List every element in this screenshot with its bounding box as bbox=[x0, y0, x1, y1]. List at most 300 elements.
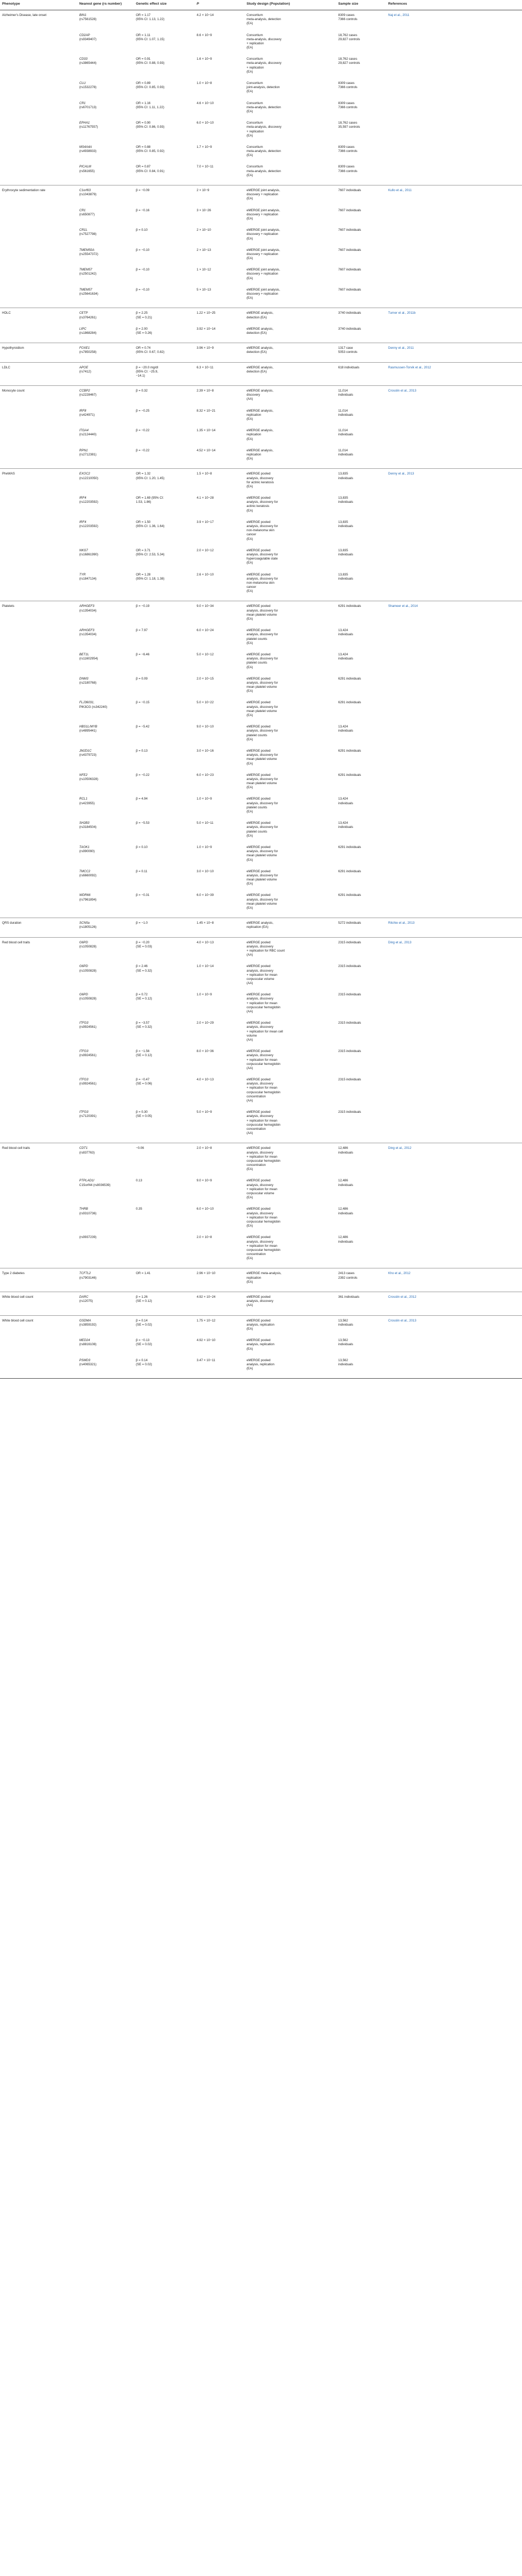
effect-cell bbox=[134, 493, 195, 517]
sample-cell bbox=[336, 343, 386, 362]
gene-name: FLJ36031, bbox=[79, 701, 95, 705]
sample-cell bbox=[336, 446, 386, 469]
gene-name: TMEM57 bbox=[79, 268, 93, 272]
gene-name: IRF8 bbox=[79, 409, 86, 413]
design-cell bbox=[245, 324, 336, 343]
p-value: 4.1 × 10−28 bbox=[197, 496, 214, 500]
reference-link: Crosslin et al., 2012 bbox=[388, 1295, 416, 1299]
sample-cell bbox=[336, 118, 386, 142]
study-design-line: eMERGE joint analysis, bbox=[247, 268, 280, 272]
reference-cell bbox=[386, 1204, 522, 1232]
study-design-line: replication bbox=[247, 452, 262, 456]
effect-cell bbox=[134, 746, 195, 770]
sample-size-line: 11,014 bbox=[338, 429, 348, 433]
p-value: 4.6 × 10−10 bbox=[197, 101, 214, 105]
p-value: 1.7 × 10−9 bbox=[197, 145, 212, 149]
phenotype-cell bbox=[0, 225, 77, 245]
gene-name: ITFG3 bbox=[79, 1049, 89, 1054]
header-sample: Sample size bbox=[336, 0, 386, 10]
study-design-line: analysis, discovery bbox=[247, 1054, 273, 1058]
sample-size-line: 7607 individuals bbox=[338, 208, 361, 212]
reference-cell bbox=[386, 225, 522, 245]
gene-cell bbox=[77, 601, 134, 625]
sample-cell bbox=[336, 1204, 386, 1232]
design-cell bbox=[245, 1143, 336, 1176]
study-design-line: analysis, discovery for bbox=[247, 897, 278, 902]
study-design-line: eMERGE pooled bbox=[247, 845, 271, 849]
effect-size-line: β = 2.00 bbox=[136, 327, 148, 331]
phenotype-cell bbox=[0, 493, 77, 517]
study-design-line: detection (EA) bbox=[247, 315, 267, 319]
gene-cell bbox=[77, 1315, 134, 1335]
gene-name: ITFG3 bbox=[79, 1021, 89, 1025]
study-design-line: discovery + replication bbox=[247, 272, 279, 276]
study-design-line: (EA) bbox=[247, 737, 253, 741]
effect-cell bbox=[134, 1315, 195, 1335]
sample-size-line: 2315 individuals bbox=[338, 964, 361, 969]
study-design-line: eMERGE pooled bbox=[247, 940, 271, 944]
sample-cell bbox=[336, 324, 386, 343]
design-cell bbox=[245, 98, 336, 118]
study-design-line: eMERGE analysis, bbox=[247, 921, 273, 925]
effect-cell bbox=[134, 362, 195, 386]
study-design-line: (EA) bbox=[247, 882, 253, 886]
gene-name: G6PD bbox=[79, 940, 88, 944]
study-design-line: + replication for RBC count bbox=[247, 948, 285, 953]
gene-cell bbox=[77, 1075, 134, 1107]
effect-size-line: (SE = 0.32) bbox=[136, 969, 152, 973]
study-design-line: platelet counts bbox=[247, 733, 267, 737]
study-design-line: corpuscular hemoglobin bbox=[247, 1248, 281, 1252]
design-cell bbox=[245, 30, 336, 55]
p-value: 5.0 × 10−9 bbox=[197, 1110, 212, 1114]
effect-size-line: OR = 0.90 bbox=[136, 121, 151, 125]
sample-cell bbox=[336, 746, 386, 770]
sample-size-line: 18,762 cases bbox=[338, 33, 357, 37]
effect-size-line: (SE = 0.03) bbox=[136, 944, 152, 948]
gene-cell bbox=[77, 78, 134, 98]
sample-size-line: 6291 individuals bbox=[338, 869, 361, 873]
effect-size-line: 0.13 bbox=[136, 1179, 143, 1183]
table-row bbox=[0, 570, 522, 601]
gene-cell bbox=[77, 770, 134, 794]
p-value-cell bbox=[195, 386, 245, 406]
effect-cell bbox=[134, 961, 195, 990]
phenotype-cell bbox=[0, 185, 77, 206]
study-design-line: (EA) bbox=[247, 617, 253, 621]
table-row bbox=[0, 1018, 522, 1046]
effect-cell bbox=[134, 30, 195, 55]
effect-size-line: OR = 1.41 bbox=[136, 1272, 151, 1276]
table-row bbox=[0, 546, 522, 570]
table-row bbox=[0, 54, 522, 78]
effect-size-line: β = 0.10 bbox=[136, 228, 148, 232]
sample-size-line: 13,835 bbox=[338, 520, 348, 524]
study-design-line: Consortium bbox=[247, 101, 263, 105]
rs-number: (rs2501242) bbox=[79, 272, 97, 276]
sample-size-line: 2315 individuals bbox=[338, 1049, 361, 1054]
phenotype-cell bbox=[0, 362, 77, 386]
rs-number: (rs4065321) bbox=[79, 1362, 97, 1366]
study-design-line: cancer bbox=[247, 585, 256, 589]
sample-size-line: 8309 cases bbox=[338, 13, 355, 17]
p-value: 6.0 × 10−39 bbox=[197, 893, 214, 897]
design-cell bbox=[245, 961, 336, 990]
study-design-line: eMERGE meta-analysis, bbox=[247, 1272, 282, 1276]
effect-cell bbox=[134, 570, 195, 601]
reference-cell bbox=[386, 674, 522, 698]
study-design-line: (AA) bbox=[247, 1010, 253, 1014]
study-design-line: eMERGE pooled bbox=[247, 773, 271, 777]
header-references: References bbox=[386, 0, 522, 10]
p-value-cell bbox=[195, 10, 245, 30]
study-design-line: platelet counts bbox=[247, 829, 267, 834]
p-value-cell bbox=[195, 918, 245, 937]
study-design-line: (EA) bbox=[247, 417, 253, 421]
effect-size-line: β = 0.10 bbox=[136, 845, 148, 849]
study-design-line: (EA) bbox=[247, 46, 253, 50]
reference-link: Naj et al., 2011 bbox=[388, 13, 410, 17]
p-value-cell bbox=[195, 1268, 245, 1292]
study-design-line: Consortium bbox=[247, 121, 263, 125]
rs-number: (rs11767557) bbox=[79, 125, 98, 129]
effect-size-line: (SE = 0.12) bbox=[136, 997, 152, 1001]
table-row bbox=[0, 265, 522, 285]
gene-name: PSMD3 bbox=[79, 1358, 91, 1362]
table-row bbox=[0, 1176, 522, 1204]
study-design-line: cancer bbox=[247, 533, 256, 537]
table-row bbox=[0, 469, 522, 493]
table-row bbox=[0, 517, 522, 546]
p-value-cell bbox=[195, 1018, 245, 1046]
study-design-line: analysis, discovery for bbox=[247, 850, 278, 854]
study-design-line: replication bbox=[247, 1276, 262, 1280]
phenotype-name: LDLC bbox=[2, 365, 10, 369]
p-value-cell bbox=[195, 362, 245, 386]
p-value-cell bbox=[195, 1046, 245, 1075]
study-design-line: eMERGE pooled bbox=[247, 1318, 271, 1323]
table-row bbox=[0, 362, 522, 386]
study-design-line: hypercoagulable state bbox=[247, 557, 278, 561]
p-value: 6.0 × 10−24 bbox=[197, 629, 214, 633]
study-design-line: (EA) bbox=[247, 276, 253, 280]
phenotype-group bbox=[0, 10, 522, 185]
rs-number: (rs1532278) bbox=[79, 86, 97, 90]
p-value-cell bbox=[195, 54, 245, 78]
study-design-line: (EA) bbox=[247, 906, 253, 910]
table-row bbox=[0, 10, 522, 30]
reference-cell bbox=[386, 206, 522, 226]
sample-size-line: 7366 controls bbox=[338, 18, 358, 22]
study-design-line: + replication bbox=[247, 65, 264, 70]
effect-size-line: (SE = 0.02) bbox=[136, 1362, 152, 1366]
design-cell bbox=[245, 362, 336, 386]
design-cell bbox=[245, 1335, 336, 1355]
table-row bbox=[0, 162, 522, 185]
reference-cell bbox=[386, 362, 522, 386]
study-design-line: eMERGE pooled bbox=[247, 572, 271, 577]
p-value-cell bbox=[195, 162, 245, 185]
sample-cell bbox=[336, 54, 386, 78]
study-design-line: eMERGE pooled bbox=[247, 1338, 271, 1343]
p-value: 2.39 × 10−8 bbox=[197, 389, 214, 393]
p-value-cell bbox=[195, 1335, 245, 1355]
table-row bbox=[0, 1107, 522, 1143]
sample-cell bbox=[336, 570, 386, 601]
rs-number: (rs9310736) bbox=[79, 1211, 97, 1215]
effect-size-line: (SE = 0.06) bbox=[136, 1082, 152, 1086]
phenotype-cell bbox=[0, 818, 77, 842]
gene-name: TMEM57 bbox=[79, 287, 93, 292]
effect-size-line: β = −0.19 bbox=[136, 604, 150, 608]
study-design-line: eMERGE analysis, bbox=[247, 429, 273, 433]
design-cell bbox=[245, 1075, 336, 1107]
table-row bbox=[0, 770, 522, 794]
sample-size-line: 13,835 bbox=[338, 496, 348, 500]
gene-cell bbox=[77, 308, 134, 324]
study-design-line: eMERGE pooled bbox=[247, 676, 271, 681]
table-row bbox=[0, 601, 522, 625]
phenotype-cell bbox=[0, 1232, 77, 1268]
phenotype-name: Erythrocyte sedimentation rate bbox=[2, 189, 45, 193]
sample-size-line: 7366 controls bbox=[338, 86, 358, 90]
effect-size-line: OR = 1.16 bbox=[136, 101, 151, 105]
sample-size-line: 6291 individuals bbox=[338, 893, 361, 897]
sample-size-line: individuals bbox=[338, 1183, 353, 1187]
p-value-cell bbox=[195, 118, 245, 142]
rs-number: (rs1050828) bbox=[79, 969, 97, 973]
rs-number: (rs12075) bbox=[79, 1299, 93, 1303]
effect-size-line: (95% CI: 1.13, 1.22) bbox=[136, 18, 165, 22]
gene-name: MS4A4A bbox=[79, 145, 92, 149]
study-design-line: meta-analysis, detection bbox=[247, 169, 281, 173]
p-value: 2 × 10−13 bbox=[197, 248, 211, 252]
effect-cell bbox=[134, 794, 195, 818]
design-cell bbox=[245, 570, 336, 601]
sample-size-line: 13,835 bbox=[338, 572, 348, 577]
table-row bbox=[0, 426, 522, 446]
study-design-line: analysis, discovery for bbox=[247, 705, 278, 709]
design-cell bbox=[245, 722, 336, 746]
p-value-cell bbox=[195, 1232, 245, 1268]
design-cell bbox=[245, 426, 336, 446]
p-value-cell bbox=[195, 493, 245, 517]
effect-size-line: (95% CI: 1.36, 1.64) bbox=[136, 524, 165, 529]
study-design-line: eMERGE joint analysis, bbox=[247, 208, 280, 212]
gene-name: RPN1 bbox=[79, 448, 88, 452]
sample-size-line: 2315 individuals bbox=[338, 1078, 361, 1082]
study-design-line: (EA) bbox=[247, 509, 253, 513]
table-row bbox=[0, 1046, 522, 1075]
sample-size-line: 12,486 bbox=[338, 1207, 348, 1211]
p-value-cell bbox=[195, 1355, 245, 1379]
sample-size-line: 6291 individuals bbox=[338, 701, 361, 705]
rs-number: (rs7527798) bbox=[79, 232, 97, 236]
study-design-line: Consortium bbox=[247, 13, 263, 17]
study-design-line: discovery + replication bbox=[247, 232, 279, 236]
gene-cell bbox=[77, 990, 134, 1018]
rs-number: (rs2180768) bbox=[79, 681, 97, 685]
study-design-line: for actinic keratosis bbox=[247, 480, 274, 484]
gene-cell bbox=[77, 1335, 134, 1355]
p-value-cell bbox=[195, 937, 245, 961]
design-cell bbox=[245, 1018, 336, 1046]
gene-name: SCN5a bbox=[79, 921, 90, 925]
table-row bbox=[0, 118, 522, 142]
sample-size-line: 6291 individuals bbox=[338, 749, 361, 753]
sample-size-line: individuals bbox=[338, 393, 353, 397]
rs-number: (rs2228467) bbox=[79, 393, 97, 397]
p-value: 9.0 × 10−10 bbox=[197, 725, 214, 729]
study-design-line: eMERGE pooled bbox=[247, 652, 271, 656]
p-value: 8.6 × 10−9 bbox=[197, 33, 212, 37]
sample-cell bbox=[336, 1143, 386, 1176]
sample-size-line: 3740 individuals bbox=[338, 311, 361, 315]
sample-size-line: individuals bbox=[338, 825, 353, 829]
sample-size-line: individuals bbox=[338, 452, 353, 456]
study-design-line: eMERGE pooled bbox=[247, 797, 271, 801]
p-value: 2.0 × 10−12 bbox=[197, 548, 214, 552]
reference-cell bbox=[386, 78, 522, 98]
gene-name: ARHGEF3 bbox=[79, 604, 95, 608]
reference-cell bbox=[386, 386, 522, 406]
phenotype-cell bbox=[0, 245, 77, 265]
study-design-line: analysis, discovery for bbox=[247, 681, 278, 685]
sample-size-line: 8309 cases bbox=[338, 145, 355, 149]
phenotype-cell bbox=[0, 517, 77, 546]
header-phenotype: Phenotype bbox=[0, 0, 77, 10]
p-value-cell bbox=[195, 285, 245, 308]
study-design-line: replication (EA) bbox=[247, 925, 269, 929]
study-design-line: analysis, discovery bbox=[247, 1299, 273, 1303]
p-value-cell bbox=[195, 890, 245, 918]
phenotype-name: Type 2 diabetes bbox=[2, 1272, 25, 1276]
p-value: 9.0 × 10−34 bbox=[197, 604, 214, 608]
sample-size-line: 2315 individuals bbox=[338, 1110, 361, 1114]
sample-size-line: 2315 individuals bbox=[338, 1021, 361, 1025]
study-design-line: eMERGE pooled bbox=[247, 1207, 271, 1211]
effect-cell bbox=[134, 343, 195, 362]
sample-size-line: 29,827 controls bbox=[338, 61, 360, 65]
sample-cell bbox=[336, 818, 386, 842]
p-value: 1.0 × 10−8 bbox=[197, 81, 212, 86]
study-design-line: eMERGE analysis, bbox=[247, 346, 273, 350]
sample-size-line: individuals bbox=[338, 1343, 353, 1347]
sample-size-line: 361 individuals bbox=[338, 1295, 359, 1299]
effect-size-line: β = −0.15 bbox=[136, 701, 150, 705]
effect-size-line: (95% CI: 1.18, 1.38) bbox=[136, 577, 165, 581]
sample-cell bbox=[336, 770, 386, 794]
phenotype-group bbox=[0, 1292, 522, 1316]
sample-cell bbox=[336, 961, 386, 990]
study-design-line: meta-analysis, discovery bbox=[247, 37, 282, 41]
study-design-line: (EA) bbox=[247, 133, 253, 138]
study-design-line: corpuscular volume bbox=[247, 977, 274, 981]
phenotype-cell bbox=[0, 1018, 77, 1046]
gene-name: FOXE1 bbox=[79, 346, 90, 350]
effect-size-line: β = 0.14 bbox=[136, 1318, 148, 1323]
phenotype-cell bbox=[0, 162, 77, 185]
gene-name: LIPC bbox=[79, 327, 86, 331]
sample-cell bbox=[336, 937, 386, 961]
effect-size-line: β = −0.16 bbox=[136, 208, 150, 212]
effect-size-line: β = 2.25 bbox=[136, 311, 148, 315]
p-value: 2 × 10−10 bbox=[197, 228, 211, 232]
phenotype-name: White blood cell count bbox=[2, 1295, 33, 1299]
sample-size-line: 7607 individuals bbox=[338, 228, 361, 232]
table-row bbox=[0, 285, 522, 308]
effect-size-line: (95% CI: 1.20, 1.45) bbox=[136, 476, 165, 480]
study-design-line: mean platelet volume bbox=[247, 685, 277, 689]
reference-cell bbox=[386, 818, 522, 842]
gene-cell bbox=[77, 1018, 134, 1046]
study-design-line: analysis, discovery for bbox=[247, 633, 278, 637]
gene-name: DARC bbox=[79, 1295, 89, 1299]
reference-cell bbox=[386, 1268, 522, 1292]
gene-cell bbox=[77, 570, 134, 601]
rs-number: (rs6701713) bbox=[79, 105, 97, 109]
study-design-line: (AA) bbox=[247, 397, 253, 401]
effect-cell bbox=[134, 937, 195, 961]
reference-cell bbox=[386, 426, 522, 446]
sample-size-line: 2315 individuals bbox=[338, 993, 361, 997]
phenotype-name: White blood cell count bbox=[2, 1318, 33, 1323]
study-design-line: (EA) bbox=[247, 173, 253, 177]
gene-name: DNM3 bbox=[79, 676, 89, 681]
effect-size-line: β = −0.25 bbox=[136, 409, 150, 413]
phenotype-cell bbox=[0, 570, 77, 601]
gene-cell bbox=[77, 362, 134, 386]
gene-name: CDT1 bbox=[79, 1146, 88, 1150]
rs-number: (rs7961894) bbox=[79, 897, 97, 902]
effect-size-line: −14.1) bbox=[136, 374, 145, 378]
design-cell bbox=[245, 285, 336, 308]
sample-size-line: 12,486 bbox=[338, 1179, 348, 1183]
phenotype-cell bbox=[0, 118, 77, 142]
design-cell bbox=[245, 650, 336, 674]
rs-number: (rs9924561) bbox=[79, 1025, 97, 1029]
effect-cell bbox=[134, 650, 195, 674]
study-design-line: eMERGE analysis, bbox=[247, 409, 273, 413]
effect-cell bbox=[134, 206, 195, 226]
study-design-line: eMERGE pooled bbox=[247, 869, 271, 873]
phenotype-name: QRS duration bbox=[2, 921, 22, 925]
phenotype-cell bbox=[0, 1143, 77, 1176]
study-design-line: eMERGE pooled bbox=[247, 1358, 271, 1362]
sample-cell bbox=[336, 245, 386, 265]
p-value-cell bbox=[195, 142, 245, 162]
effect-size-line: β = −5.53 bbox=[136, 821, 150, 825]
effect-size-line: β = −0.10 bbox=[136, 287, 150, 292]
study-design-line: (EA) bbox=[247, 457, 253, 461]
effect-size-line: OR = 1.69 (95% CI: bbox=[136, 496, 164, 500]
study-design-line: + replication for mean bbox=[247, 1187, 277, 1191]
gene-name: IRF4 bbox=[79, 520, 86, 524]
study-design-line: concentration bbox=[247, 1252, 266, 1257]
rs-number: (rs7903146) bbox=[79, 1276, 97, 1280]
study-design-line: discovery bbox=[247, 393, 260, 397]
sample-cell bbox=[336, 674, 386, 698]
table-row bbox=[0, 842, 522, 867]
effect-cell bbox=[134, 1232, 195, 1268]
sample-cell bbox=[336, 406, 386, 426]
p-value-cell bbox=[195, 1075, 245, 1107]
phenotype-group bbox=[0, 469, 522, 601]
reference-cell bbox=[386, 493, 522, 517]
gene-name: TAOK1 bbox=[79, 845, 90, 849]
sample-cell bbox=[336, 698, 386, 722]
reference-link: Turner et al., 2011b bbox=[388, 311, 416, 315]
